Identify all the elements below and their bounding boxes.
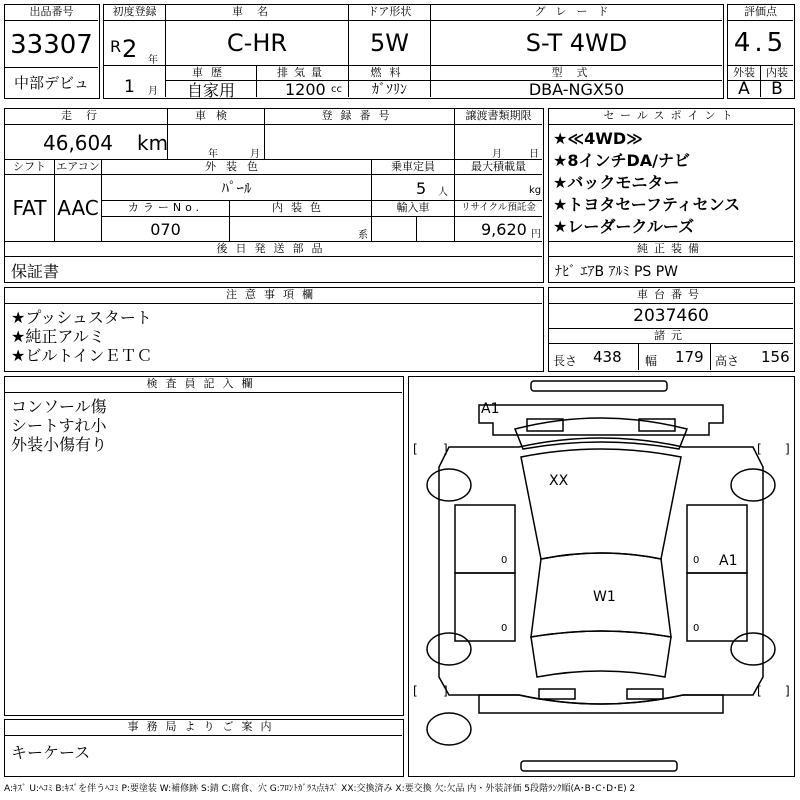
sales-point-label: セールスポイント xyxy=(549,109,793,125)
note-item: ★ビルトインＥＴＣ xyxy=(11,346,153,365)
reg-month: 1 xyxy=(124,77,135,97)
damage-mark-roof: XX xyxy=(549,473,569,489)
rear-bumper xyxy=(521,761,677,771)
body-outline xyxy=(439,438,763,704)
width: 179 xyxy=(675,348,704,366)
office-note: キーケース xyxy=(11,743,91,762)
car-name-label: 車名 xyxy=(166,5,349,21)
width-cell xyxy=(639,344,711,370)
inspector-label: 検査員記入欄 xyxy=(5,377,402,393)
damage-mark-cabin: W1 xyxy=(593,589,616,605)
wheel-front-right xyxy=(731,469,775,501)
first-reg-label: 初度登録 xyxy=(104,5,166,21)
damage-mark-right-door: A1 xyxy=(719,553,738,569)
door-label: ドア形状 xyxy=(349,5,431,21)
fuel-label: 燃料 xyxy=(349,65,431,81)
mirror-bracket: [ xyxy=(757,684,762,698)
ext-grade-label: 外装 xyxy=(728,65,761,81)
car-header-box xyxy=(103,4,724,99)
max-load-cell xyxy=(455,175,542,201)
later-parts: 保証書 xyxy=(11,262,60,281)
load-unit: kg xyxy=(529,185,542,196)
taillight-left xyxy=(539,689,575,699)
later-parts-label: 後日発送部品 xyxy=(5,241,542,257)
height-cell xyxy=(711,344,793,370)
rear-glass xyxy=(531,631,671,677)
displacement-unit: cc xyxy=(331,84,342,95)
sales-point-box xyxy=(548,108,795,283)
mirror-bracket: [ xyxy=(757,442,762,456)
recycle-fee: 9,620 xyxy=(481,220,527,239)
transfer-doc-cell xyxy=(455,125,542,159)
recycle-unit: 円 xyxy=(531,229,541,240)
car-name: C-HR xyxy=(166,21,349,65)
damage-legend: A:ｷｽﾞ U:ﾍｺﾐ B:ｷｽﾞを伴うﾍｺﾐ P:要塗装 W:補修跡 S:錆 C:腐食、穴 G:ﾌﾛﾝﾄｶﾞﾗｽ点ｷｽﾞ XX:交換済み X:要交換 欠:欠品 内・外装評価 5段階ﾗﾝｸ順(A･B･C･D･E) 2 xyxy=(4,784,636,794)
capacity-cell xyxy=(372,175,455,201)
score: 4.5 xyxy=(733,28,788,58)
damage-mark-hood: A1 xyxy=(481,401,500,417)
inspector-line: シートすれ小 xyxy=(11,416,107,435)
lot-header-box xyxy=(4,4,100,99)
inspector-line: 外装小傷有り xyxy=(11,435,108,454)
taillight-right xyxy=(627,689,663,699)
ac: AAC xyxy=(55,175,102,241)
inspector-notes xyxy=(11,397,107,454)
import-cell xyxy=(372,217,417,241)
int-color-cell xyxy=(230,217,372,241)
shift-label: シフト xyxy=(5,159,55,175)
door-handle-mark: 0 xyxy=(693,555,700,566)
sales-point-item: ★トヨタセーフティセンス xyxy=(553,195,741,214)
reg-year-cell xyxy=(104,21,166,65)
spec-table xyxy=(4,108,544,283)
damage-diagram-box xyxy=(408,376,795,777)
fuel: ｶﾞｿﾘﾝ xyxy=(349,81,431,97)
inspection-month-unit: 月 xyxy=(250,149,260,160)
height-label: 高さ xyxy=(715,354,740,368)
ac-label: エアコン xyxy=(55,159,102,175)
door-handle-mark: 0 xyxy=(693,623,700,634)
mileage: 46,604 xyxy=(43,131,113,155)
era-prefix: R xyxy=(110,37,122,56)
standard-equip-label: 純正装備 xyxy=(549,241,793,257)
history: 自家用 xyxy=(166,81,257,97)
chassis-no-label: 車台番号 xyxy=(549,288,793,304)
door-handle-mark: 0 xyxy=(501,623,508,634)
sales-point-list xyxy=(553,128,791,240)
month-unit: 月 xyxy=(148,86,158,97)
recycle-cell xyxy=(455,217,542,241)
door-handle-mark: 0 xyxy=(501,555,508,566)
debut-label: 中部デビュ xyxy=(5,67,98,97)
int-grade-label: 内装 xyxy=(761,65,793,81)
int-grade: B xyxy=(771,79,783,99)
capacity-unit: 人 xyxy=(438,187,448,198)
sales-point-item: ★バックモニター xyxy=(553,173,680,192)
capacity-label: 乗車定員 xyxy=(372,159,455,175)
mileage-unit: km xyxy=(137,131,169,155)
displacement-label: 排気量 xyxy=(257,65,349,81)
int-color-unit: 系 xyxy=(358,230,368,241)
color-no-label: カラーNo. xyxy=(102,201,230,217)
lot-no-label: 出品番号 xyxy=(5,5,98,21)
inspection-cell xyxy=(168,125,265,159)
history-label: 車歴 xyxy=(166,65,257,81)
score-label: 評価点 xyxy=(728,5,793,21)
shift: FAT xyxy=(5,175,55,241)
office-box xyxy=(4,719,404,777)
int-color-label: 内装色 xyxy=(230,201,372,217)
color-no: 070 xyxy=(102,217,230,241)
front-bumper xyxy=(531,381,667,391)
office-label: 事務局よりご案内 xyxy=(5,720,402,736)
reg-no-label: 登録番号 xyxy=(265,109,455,125)
inspection-label: 車検 xyxy=(168,109,265,125)
inspector-box xyxy=(4,376,404,716)
transfer-doc-label: 譲渡書類期限 xyxy=(455,109,542,125)
grade: S-T 4WD xyxy=(525,29,628,57)
ext-color-label: 外装色 xyxy=(102,159,372,175)
reg-month-cell xyxy=(104,65,166,97)
lot-number: 33307 xyxy=(10,30,93,60)
standard-equip: ﾅﾋﾞ ｴｱB ｱﾙﾐ PS PW xyxy=(555,264,679,280)
door-type: 5W xyxy=(349,21,431,65)
transfer-day-unit: 日 xyxy=(529,149,539,160)
chassis-box xyxy=(548,287,795,372)
width-label: 幅 xyxy=(645,354,658,368)
wheel-rear-left xyxy=(427,633,471,665)
car-diagram xyxy=(409,377,793,775)
reg-no-cell xyxy=(265,125,455,159)
length: 438 xyxy=(593,348,622,366)
import-label: 輸入車 xyxy=(372,201,455,217)
mirror-bracket: ] xyxy=(443,684,448,698)
roof xyxy=(521,449,681,559)
year-unit: 年 xyxy=(148,55,158,66)
notes-box xyxy=(4,287,544,372)
mirror-bracket: ] xyxy=(443,442,448,456)
inspector-line: コンソール傷 xyxy=(11,397,107,416)
mileage-cell xyxy=(5,125,168,159)
sales-point-item: ★レーダークルーズ xyxy=(553,217,695,236)
mirror-bracket: ] xyxy=(785,442,790,456)
reg-year: 2 xyxy=(122,35,138,63)
length-cell xyxy=(549,344,639,370)
note-item: ★プッシュスタート xyxy=(11,308,152,327)
notes-label: 注意事項欄 xyxy=(5,288,542,304)
capacity: 5 xyxy=(416,179,427,198)
model-label: 型式 xyxy=(431,65,722,81)
trunk-outline xyxy=(479,695,723,713)
inspection-year-unit: 年 xyxy=(208,149,218,160)
sales-point-item: ★8インチDA/ナビ xyxy=(553,151,690,170)
ext-color: ﾊﾟｰﾙ xyxy=(102,175,372,201)
ext-grade: A xyxy=(728,81,761,97)
length-label: 長さ xyxy=(553,354,578,368)
mirror-bracket: [ xyxy=(413,684,418,698)
mileage-label: 走行 xyxy=(5,109,168,125)
score-box xyxy=(727,4,795,99)
chassis-no: 2037460 xyxy=(633,306,709,326)
import-cell-2 xyxy=(417,217,455,241)
grade-label: グレード xyxy=(431,5,722,21)
displacement-cell xyxy=(257,81,349,97)
mirror-bracket: ] xyxy=(785,684,790,698)
wheel-rear-right xyxy=(731,633,775,665)
model-code: DBA-NGX50 xyxy=(528,79,625,99)
height: 156 xyxy=(761,348,790,366)
recycle-label: リサイクル預託金 xyxy=(455,201,542,217)
sales-point-item: ★≪4WD≫ xyxy=(553,129,643,148)
displacement: 1200 xyxy=(285,80,326,99)
wheel-front-left xyxy=(427,469,471,501)
spare-wheel xyxy=(427,713,471,745)
transfer-month-unit: 月 xyxy=(492,149,502,160)
dims-label: 諸元 xyxy=(549,328,793,344)
notes-list xyxy=(11,308,153,365)
max-load-label: 最大積載量 xyxy=(455,159,542,175)
note-item: ★純正アルミ xyxy=(11,327,105,346)
mirror-bracket: [ xyxy=(413,442,418,456)
windshield xyxy=(515,418,687,449)
